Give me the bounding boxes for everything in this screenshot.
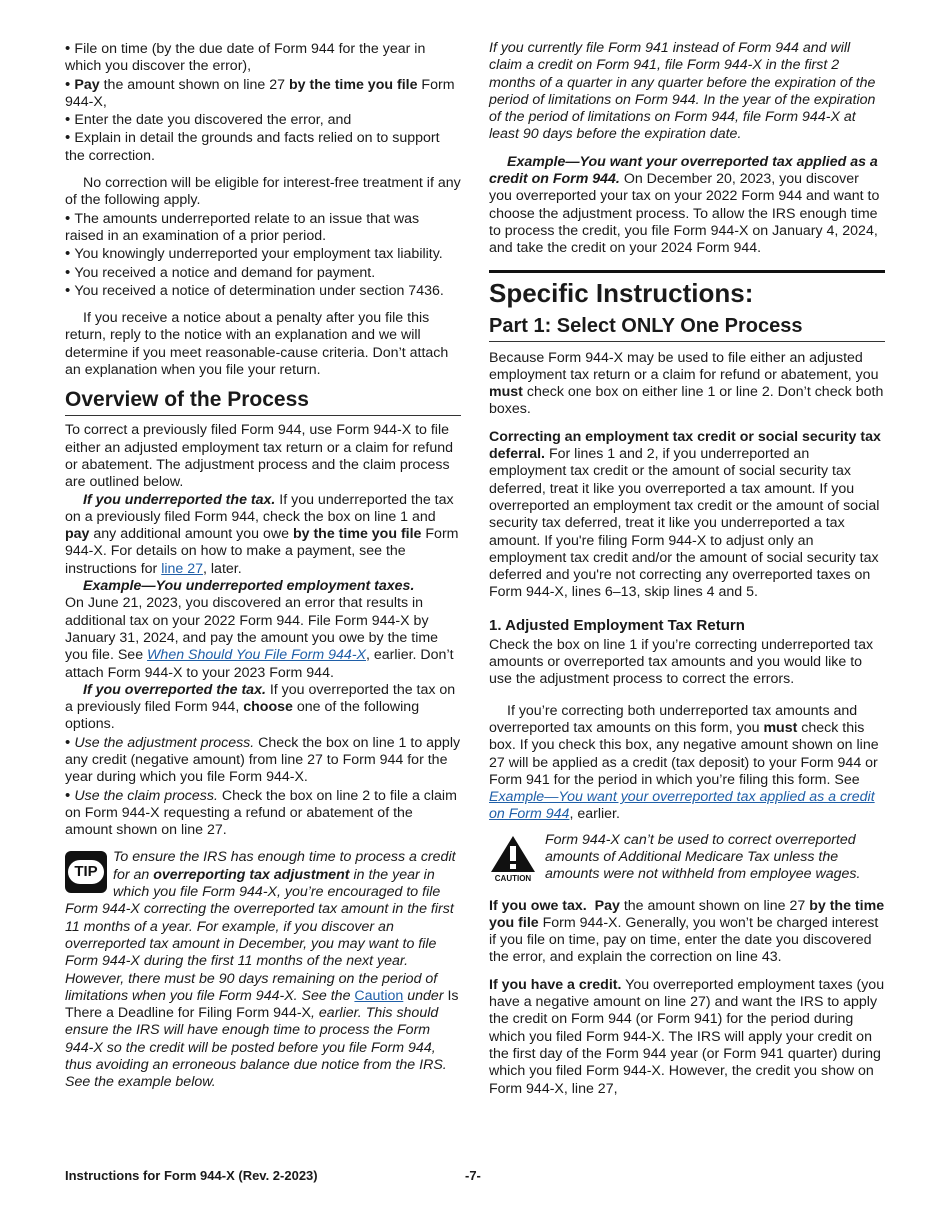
form-941-paragraph: If you currently file Form 941 instead of Form 944 and will claim a credit on Form 941, file Form 944-X in the first 2 months of a quarter in any quarter before the expiration of the period of limitations on Form 944. In the year of the expiration of the period of limitations on Form 944, file Form 944-X at least 90 days before the expiration date.: [489, 40, 876, 143]
line-27-link[interactable]: line 27: [161, 560, 204, 577]
bullet-file-on-time: • File on time (by the due date of Form 944 for the year in which you discover the error),: [65, 40, 461, 76]
overreported-paragraph: If you overreported the tax. If you overreported the tax on a previously filed Form 944, choose one of the following options.: [65, 681, 456, 733]
bullet-pay: • Pay the amount shown on line 27 by the time you file Form 944-X,: [65, 76, 461, 112]
correcting-credit-paragraph: Correcting an employment tax credit or social security tax deferral. For lines 1 and 2, if you underreported an employment tax credit or the amount of social security tax deferred, treat it like you overreported a tax amount. If you overreported an employment tax credit or the amount of social security tax deferred, treat it like you underreported a tax amount. If you're filing Form 944-X to adjust only an employment tax credit and/or the amount of social security tax deferred and you're not correcting any overreported taxes on Form 944-X, lines 6–13, skip lines 4 and 5.: [489, 428, 881, 601]
bullet-notice-determination: • You received a notice of determination under section 7436.: [65, 282, 461, 300]
caution-text: Form 944-X can’t be used to correct overreported amounts of Additional Medicare Tax unless the amounts were not withheld from employee wages.: [545, 831, 861, 883]
example-credit-link[interactable]: Example—You want your overreported tax applied as a credit on Form 944: [489, 789, 875, 823]
page-footer: [65, 1168, 885, 1183]
bullet-examination: • The amounts underreported relate to an issue that was raised in an examination of a prior period.: [65, 210, 461, 246]
caution-link[interactable]: Caution: [354, 987, 404, 1004]
left-column: [65, 40, 461, 1092]
example-underreported-heading: Example—You underreported employment taxes.: [83, 578, 415, 595]
tip-text: To ensure the IRS has enough time to process a credit for an overreporting tax adjustment in the year in which you file Form 944-X, you’re encouraged to file Form 944-X correcting the overreported tax amount in the first 11 months of a year. For example, if you discover an overreported tax amount in December, you may want to file Form 944-X during the first 11 months of the next year. However, there must be 90 days remaining on the period of limitations when you file Form 944-X. See the Caution under Is There a Deadline for Filing Form 944-X, earlier. This should ensure the IRS will have enough time to process the Form 944-X so the credit will be posted before you file Form 944, thus avoiding an erroneous balance due notice from the IRS. See the example below.: [65, 849, 459, 1091]
right-column: [489, 40, 885, 1098]
tip-box: [65, 849, 461, 1091]
check-box-paragraph: Check the box on line 1 if you’re correcting underreported tax amounts or overreported tax amounts and you would like to use the adjustment process to correct the errors.: [489, 636, 874, 688]
have-credit-paragraph: If you have a credit. You overreported employment taxes (you have a negative amount on line 27) and want the IRS to apply the credit on Form 944 (or Form 941) for the period during which you filed Form 944-X. The IRS will apply your credit on the first day of the Form 944 year (or Form 941 quarter) during which you filed Form 944-X. However, the credit you show on Form 944-X, line 27,: [489, 976, 885, 1097]
bullet-notice-demand: • You received a notice and demand for payment.: [65, 264, 461, 282]
caution-label: CAUTION: [494, 873, 532, 882]
tip-icon: TIP: [65, 851, 107, 893]
adjusted-return-heading: 1. Adjusted Employment Tax Return: [489, 616, 745, 634]
example-credit-paragraph: Example—You want your overreported tax applied as a credit on Form 944. On December 20, 2023, you discover you overreported your tax on your 2022 Form 944 and want to choose the adjustment process. To allow the IRS enough time to process the credit, you file Form 944-X on January 4, 2024, and take the credit on your 2024 Form 944.: [489, 153, 880, 257]
page-number: -7-: [465, 1168, 481, 1183]
no-correction-paragraph: No correction will be eligible for interest-free treatment if any of the following apply.: [65, 175, 461, 209]
owe-tax-paragraph: If you owe tax. Pay the amount shown on line 27 by the time you file Form 944-X. Generally, you won’t be charged interest if you file on time, pay on time, enter the date you discovered the error, and explain the correction on line 43.: [489, 897, 885, 966]
footer-title: Instructions for Form 944-X (Rev. 2-2023): [65, 1168, 318, 1183]
both-paragraph: If you’re correcting both underreported tax amounts and overreported tax amounts on this form, you must check this box. If you check this box, any negative amount shown on line 27 will be applied as a credit (tax deposit) to your Form 944 or Form 941 for the period in which you’re filing this form. See Example—You want your overreported tax applied as a credit on Form 944, earlier.: [489, 702, 879, 823]
because-paragraph: Because Form 944-X may be used to file either an adjusted employment tax return or a claim for refund or abatement, you must check one box on either line 1 or line 2. Don’t check both boxes.: [489, 349, 884, 418]
bullet-claim-process: • Use the claim process. Check the box on line 2 to file a claim on Form 944-X requesting a refund or abatement of the amount shown on line 27.: [65, 787, 461, 840]
bullet-enter-date: • Enter the date you discovered the error, and: [65, 111, 461, 129]
bullet-knowingly: • You knowingly underreported your employment tax liability.: [65, 245, 461, 263]
specific-instructions-heading: Specific Instructions:: [489, 270, 885, 309]
overview-heading: Overview of the Process: [65, 387, 461, 416]
penalty-paragraph: If you receive a notice about a penalty after you file this return, reply to the notice with an explanation and we will determine if you meet reasonable-cause criteria. Don’t attach an explanation when you file your return.: [65, 310, 449, 379]
bullet-explain: • Explain in detail the grounds and facts relied on to support the correction.: [65, 129, 461, 165]
caution-box: [489, 832, 885, 884]
part1-heading: Part 1: Select ONLY One Process: [489, 313, 885, 342]
caution-icon: [489, 834, 537, 882]
bullet-adjustment-process: • Use the adjustment process. Check the box on line 1 to apply any credit (negative amount) from line 27 to Form 944 for the year during which you file Form 944-X.: [65, 734, 461, 787]
underreported-paragraph: If you underreported the tax. If you underreported the tax on a previously filed Form 944, check the box on line 1 and pay any additional amount you owe by the time you file Form 944-X. For details on how to make a payment, see the instructions for line 27, later.: [65, 491, 459, 577]
overview-paragraph: To correct a previously filed Form 944, use Form 944-X to file either an adjusted employment tax return or a claim for refund or abatement. The adjustment process and the claim process are outlined below.: [65, 422, 453, 491]
when-should-you-file-link[interactable]: When Should You File Form 944-X: [147, 647, 367, 664]
example-underreported-paragraph: On June 21, 2023, you discovered an error that results in additional tax on your 2022 Form 944. File Form 944-X by January 31, 2024, and pay the amount you owe by the time you file. See When Should You File Form 944-X, earlier. Don’t attach Form 944-X to your 2023 Form 944.: [65, 595, 454, 681]
